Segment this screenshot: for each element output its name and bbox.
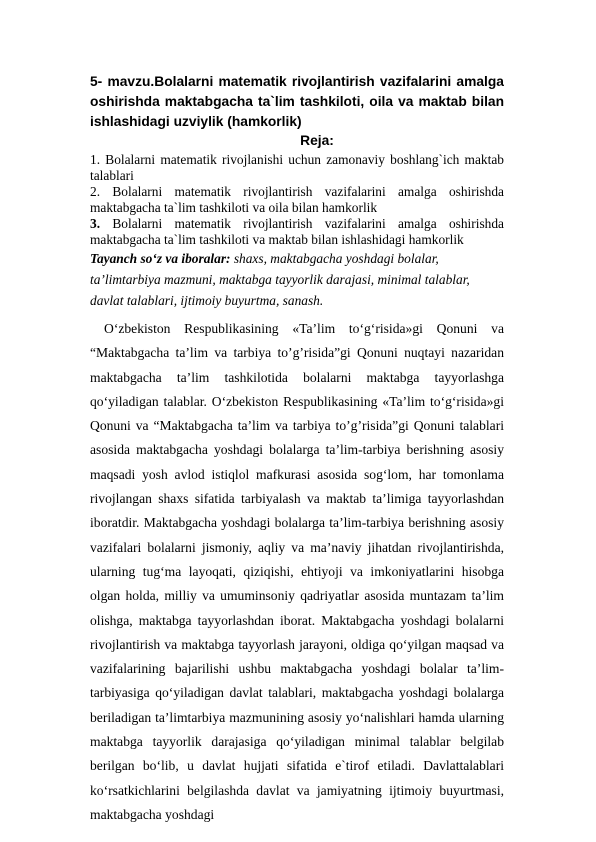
plan-item-number: 3. (90, 216, 101, 231)
plan-item-2 (90, 184, 504, 216)
plan-item-1 (90, 152, 504, 184)
plan-item-text: Bolalarni matematik rivojlantirish vazifalarini amalga oshirishda maktabgacha ta`lim tashkiloti va oila bilan hamkorlik (90, 184, 504, 215)
body-paragraph: O‘zbekiston Respublikasining «Ta’lim to‘g‘risida»gi Qonuni va “Maktabgacha ta’lim va tarbiya to’g’risida”gi Qonuni nuqtayi nazaridan maktabgacha ta’lim tashkilotida bolalarni maktabga tayyorlashga qo‘yiladigan talablar. O‘zbekiston Respublikasining «Ta’lim to‘g‘risida»gi Qonuni va “Maktabgacha ta’lim va tarbiya to’g’risida”gi Qonuni talablari asosida maktabgacha yoshdagi bolalarga ta’lim-tarbiya berishning asosiy maqsadi yosh avlod istiqlol mafkurasi asosida sog‘lom, har tomonlama rivojlangan shaxs sifatida tarbiyalash va maktab ta’limiga tayyorlashdan iboratdir. Maktabgacha yoshdagi bolalarga ta’lim-tarbiya berishning asosiy vazifalari bolalarni jismoniy, aqliy va ma’naviy jihatdan rivojlantirishda, ularning tug‘ma layoqati, qiziqishi, ehtiyoji va imkoniyatlarini hisobga olgan holda, milliy va umuminsoniy qadriyatlar asosida muntazam ta’lim olishga, maktabga tayyorlashdan iborat. Maktabgacha yoshdagi bolalarni rivojlantirish va maktabga tayyorlash jarayoni, oldiga qo‘yilgan maqsad va vazifalarining bajarilishi ushbu maktabgacha yoshdagi bolalar ta’lim-tarbiyasiga qo‘yiladigan davlat talablari, maktabgacha yoshdagi bolalarga beriladigan ta’limtarbiya mazmunining asosiy yo‘nalishlari hamda ularning maktabga tayyorlik darajasiga qo‘yiladigan minimal talablar belgilab berilgan bo‘lib, u davlat hujjati sifatida e`tirof etiladi. Davlattalablari ko‘rsatkichlarini belgilashda davlat va jamiyatning ijtimoiy buyurtmasi, maktabgacha yoshdagi (90, 321, 504, 822)
plan-item-text: Bolalarni matematik rivojlanishi uchun zamonaviy boshlang`ich maktab talablari (90, 152, 504, 183)
document-title: 5- mavzu.Bolalarni matematik rivojlantirish vazifalarini amalga oshirishda maktabgacha ta`lim tashkiloti, oila va maktab bilan ishlashidagi uzviylik (hamkorlik) (90, 74, 504, 129)
keywords-label: Tayanch so‘z va iboralar: (90, 251, 231, 266)
plan-item-number: 1. (90, 152, 101, 167)
document-page (90, 72, 504, 827)
keywords-text: shaxs, maktabgacha yoshdagi bolalar, ta’limtarbiya mazmuni, maktabga tayyorlik darajasi, minimal talablar, davlat talablari, ijtimoiy buyurtma, sanash. (90, 251, 470, 308)
plan-item-3 (90, 216, 504, 248)
plan-heading: Reja: (300, 133, 334, 148)
plan-item-number: 2. (90, 184, 101, 199)
keywords-block (90, 248, 504, 311)
plan-item-text: Bolalarni matematik rivojlantirish vazifalarini amalga oshirishda maktabgacha ta`lim tashkiloti va maktab bilan ishlashidagi hamkorlik (90, 216, 504, 247)
